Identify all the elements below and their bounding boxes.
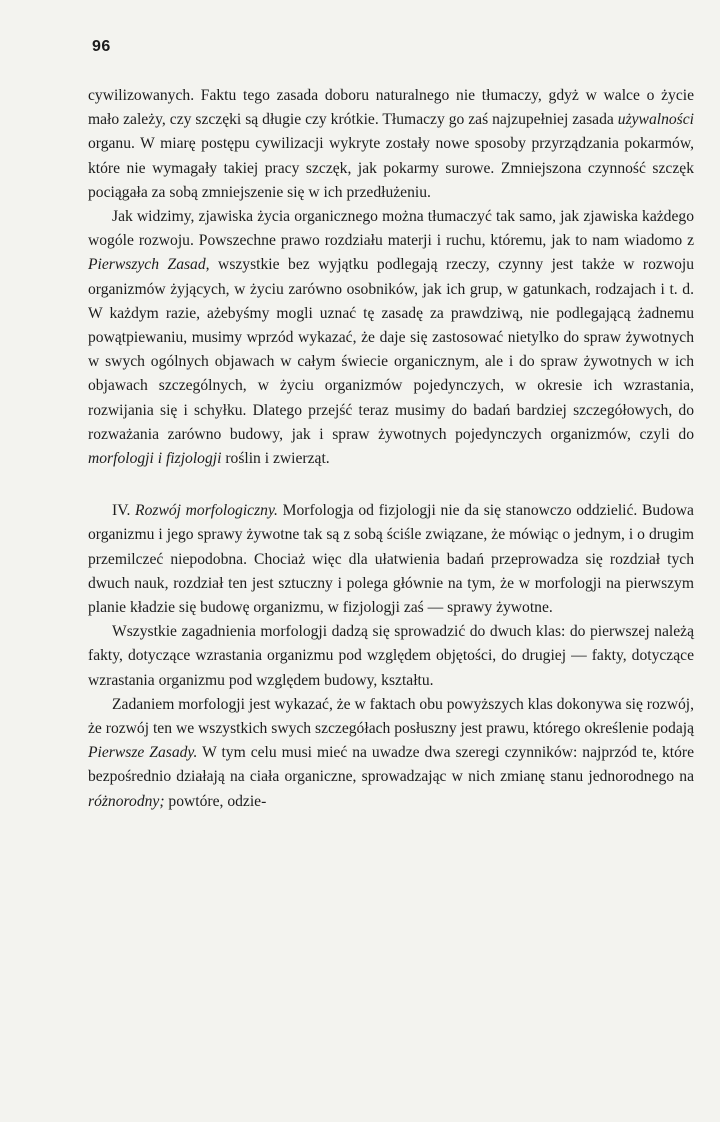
paragraph-5-text-a: Zadaniem morfologji jest wykazać, że w faktach obu powyższych klas dokonywa się rozwój, że rozwój ten we wszystkich swych szczegółach posłuszny jest prawu, którego określenie podają: [88, 695, 694, 738]
paragraph-5: [88, 693, 694, 814]
paragraph-1-text-b: organu. W miarę postępu cywilizacji wykryte zostały nowe sposoby przyrządzania pokarmów, które nie wymagały takiej pracy szczęk, jak pokarmy surowe. Zmniejszona czynność szczęk pociągała za sobą zmniejszenie się w ich przedłużeniu.: [88, 135, 694, 201]
page-body: [88, 84, 694, 814]
paragraph-5-emphasis: Pierwsze Zasady.: [88, 744, 198, 762]
section-iv-paragraph: [88, 499, 694, 620]
paragraph-5-emphasis-2: różnorodny;: [88, 792, 165, 810]
paragraph-2-emphasis-2: morfologji i fizjologji: [88, 450, 222, 468]
paragraph-4: [88, 620, 694, 693]
paragraph-2-text-c: roślin i zwierząt.: [221, 450, 330, 468]
paragraph-2-text-b: wszystkie bez wyjątku podlegają rzeczy, czynny jest także w rozwoju organizmów żyjących, w życiu zarówno osobników, jak ich grup, w gatunkach, rodzajach i t. d. W każdym razie, ażebyśmy mogli uznać tę zasadę za prawdziwą, nie podlegającą żadnemu powątpiewaniu, musimy wprzód wykazać, że daje się zastosować nietylko do spraw żywotnych w swych ogólnych objawach w całym świecie organicznym, ale i do spraw żywotnych w ich objawach szczególnych, w życiu organizmów pojedynczych, w okresie ich wzrastania, rozwijania się i schyłku. Dlatego przejść teraz musimy do badań bardziej szczegółowych, do rozważania zarówno budowy, jak i spraw żywotnych pojedynczych organizmów, czyli do: [88, 256, 695, 443]
paragraph-4-text: Wszystkie zagadnienia morfologji dadzą się sprowadzić do dwuch klas: do pierwszej należą fakty, dotyczące wzrastania organizmu pod względem objętości, do drugiej — fakty, dotyczące wzrastania organizmu pod względem budowy, kształtu.: [88, 623, 694, 689]
paragraph-1: [88, 84, 694, 205]
paragraph-2: [88, 205, 694, 471]
paragraph-1-text-a: cywilizowanych. Faktu tego zasada doboru naturalnego nie tłumaczy, gdyż w walce o życie mało zależy, czy szczęki są długie czy krótkie. Tłumaczy go zaś najzupełniej zasada: [88, 87, 694, 129]
section-title: Rozwój morfologiczny.: [135, 502, 278, 520]
paragraph-3-text: Morfologja od fizjologji nie da się stanowczo oddzielić. Budowa organizmu i jego sprawy żywotne tak są z sobą ściśle związane, że mówiąc o jednym, i o drugim przemilczeć niepodobna. Chociaż więc dla ułatwienia badań przeprowadza się rozdział tych dwuch nauk, rozdział ten jest sztuczny i polega głównie na tym, że w morfologji na pierwszym planie kładzie się budowę organizmu, w fizjologji zaś — sprawy żywotne.: [88, 502, 694, 617]
paragraph-5-text-b: W tym celu musi mieć na uwadze dwa szeregi czynników: najprzód te, które bezpośrednio działają na ciała organiczne, sprowadzając w nich zmianę stanu jednorodnego na: [88, 744, 695, 786]
page-number: 96: [92, 38, 111, 55]
paragraph-2-text-a: Jak widzimy, zjawiska życia organicznego można tłumaczyć tak samo, jak zjawiska każdego wogóle rozwoju. Powszechne prawo rozdziału materji i ruchu, któremu, jak to nam wiadomo z: [88, 208, 694, 250]
paragraph-1-emphasis: używalności: [617, 111, 694, 129]
section-numeral: IV.: [112, 502, 131, 520]
paragraph-5-text-c: powtóre, odzie-: [164, 792, 267, 810]
paragraph-2-emphasis-1: Pierwszych Zasad,: [88, 256, 210, 274]
